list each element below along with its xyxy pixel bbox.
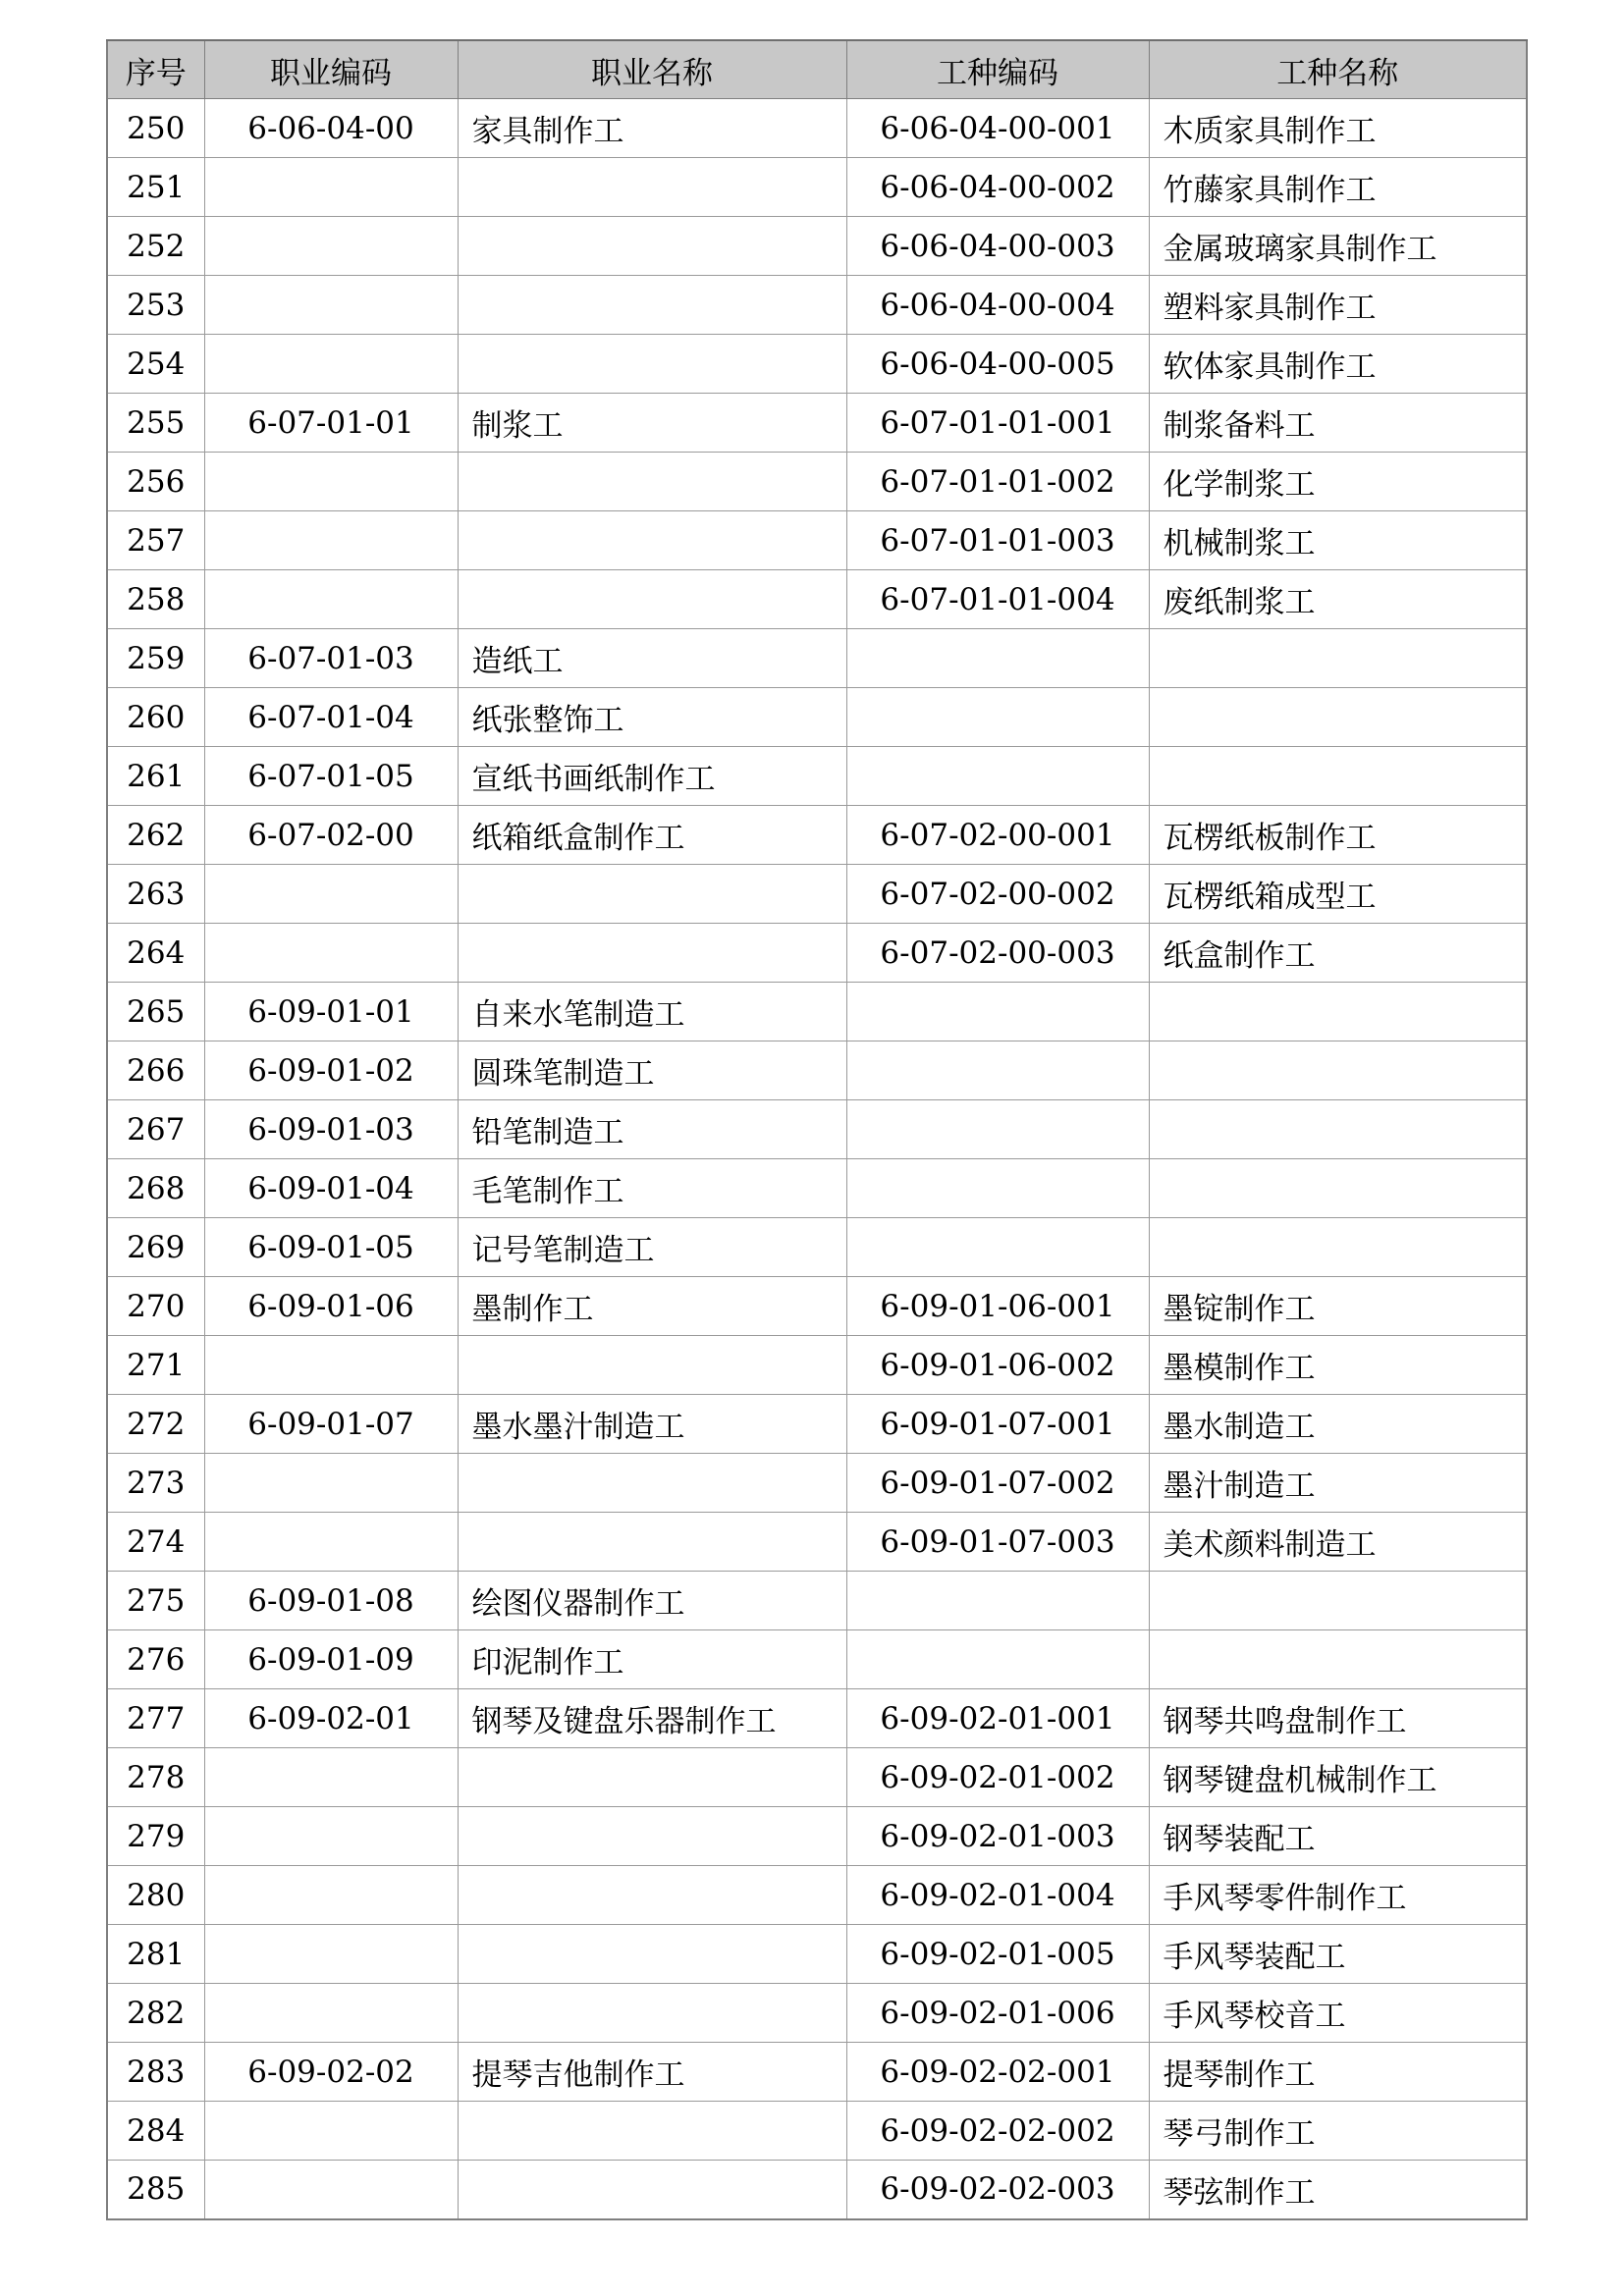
cell-worktype-code: 6-06-04-00-002: [846, 158, 1149, 217]
cell-occupation-name: [458, 217, 846, 276]
table-row: [107, 924, 1527, 983]
cell-worktype-code: 6-09-01-06-002: [846, 1336, 1149, 1395]
cell-seq: 282: [107, 1984, 204, 2043]
cell-worktype-name: 钢琴共鸣盘制作工: [1149, 1689, 1527, 1748]
cell-worktype-name: [1149, 1572, 1527, 1630]
table-row: [107, 1041, 1527, 1100]
cell-seq: 256: [107, 453, 204, 511]
cell-occupation-code: 6-07-01-05: [204, 747, 458, 806]
cell-worktype-code: 6-09-02-01-006: [846, 1984, 1149, 2043]
table-row: [107, 1218, 1527, 1277]
cell-occupation-code: 6-09-01-07: [204, 1395, 458, 1454]
cell-occupation-code: 6-07-02-00: [204, 806, 458, 865]
cell-worktype-code: 6-09-01-06-001: [846, 1277, 1149, 1336]
cell-worktype-name: [1149, 747, 1527, 806]
cell-seq: 257: [107, 511, 204, 570]
cell-worktype-code: 6-07-02-00-002: [846, 865, 1149, 924]
table-row: [107, 1748, 1527, 1807]
cell-occupation-code: 6-09-01-06: [204, 1277, 458, 1336]
cell-worktype-name: 软体家具制作工: [1149, 335, 1527, 394]
cell-occupation-code: 6-09-01-04: [204, 1159, 458, 1218]
table-header: [107, 40, 1527, 99]
cell-occupation-code: 6-07-01-01: [204, 394, 458, 453]
table-row: [107, 806, 1527, 865]
cell-worktype-name: 钢琴装配工: [1149, 1807, 1527, 1866]
table-row: [107, 158, 1527, 217]
cell-seq: 264: [107, 924, 204, 983]
cell-occupation-name: [458, 865, 846, 924]
cell-seq: 281: [107, 1925, 204, 1984]
cell-worktype-code: 6-07-02-00-001: [846, 806, 1149, 865]
cell-worktype-code: 6-09-02-01-005: [846, 1925, 1149, 1984]
cell-occupation-code: [204, 335, 458, 394]
cell-occupation-code: [204, 2102, 458, 2161]
cell-worktype-name: 手风琴零件制作工: [1149, 1866, 1527, 1925]
cell-seq: 285: [107, 2161, 204, 2219]
cell-worktype-name: 纸盒制作工: [1149, 924, 1527, 983]
cell-occupation-name: 记号笔制造工: [458, 1218, 846, 1277]
cell-occupation-code: [204, 511, 458, 570]
cell-worktype-code: 6-06-04-00-004: [846, 276, 1149, 335]
cell-worktype-code: 6-09-01-07-002: [846, 1454, 1149, 1513]
cell-occupation-name: [458, 570, 846, 629]
cell-seq: 258: [107, 570, 204, 629]
cell-occupation-code: 6-09-01-01: [204, 983, 458, 1041]
cell-occupation-code: 6-09-02-02: [204, 2043, 458, 2102]
cell-occupation-code: [204, 924, 458, 983]
cell-seq: 261: [107, 747, 204, 806]
table-row: [107, 1925, 1527, 1984]
cell-worktype-code: 6-07-01-01-003: [846, 511, 1149, 570]
cell-worktype-code: [846, 629, 1149, 688]
cell-seq: 250: [107, 99, 204, 158]
cell-worktype-name: 化学制浆工: [1149, 453, 1527, 511]
table-row: [107, 1100, 1527, 1159]
header-seq: 序号: [107, 40, 204, 99]
cell-worktype-code: 6-09-02-01-002: [846, 1748, 1149, 1807]
cell-occupation-name: [458, 276, 846, 335]
cell-worktype-code: [846, 1630, 1149, 1689]
header-worktype-name: 工种名称: [1149, 40, 1527, 99]
cell-worktype-code: 6-06-04-00-001: [846, 99, 1149, 158]
cell-occupation-name: [458, 1513, 846, 1572]
cell-seq: 269: [107, 1218, 204, 1277]
cell-worktype-code: [846, 1572, 1149, 1630]
header-row: [107, 40, 1527, 99]
table-row: [107, 688, 1527, 747]
cell-seq: 274: [107, 1513, 204, 1572]
cell-occupation-name: [458, 158, 846, 217]
cell-occupation-code: [204, 570, 458, 629]
cell-worktype-code: [846, 1100, 1149, 1159]
document-page: [106, 39, 1526, 2220]
cell-worktype-name: [1149, 1159, 1527, 1218]
table-row: [107, 865, 1527, 924]
cell-worktype-name: 金属玻璃家具制作工: [1149, 217, 1527, 276]
cell-worktype-name: 琴弦制作工: [1149, 2161, 1527, 2219]
cell-worktype-code: [846, 1041, 1149, 1100]
cell-occupation-name: [458, 1866, 846, 1925]
cell-worktype-code: [846, 688, 1149, 747]
cell-occupation-code: [204, 1454, 458, 1513]
cell-worktype-name: 墨汁制造工: [1149, 1454, 1527, 1513]
cell-occupation-name: [458, 2161, 846, 2219]
cell-seq: 275: [107, 1572, 204, 1630]
table-row: [107, 217, 1527, 276]
cell-seq: 263: [107, 865, 204, 924]
cell-worktype-name: 琴弓制作工: [1149, 2102, 1527, 2161]
table-row: [107, 1513, 1527, 1572]
cell-occupation-code: 6-07-01-04: [204, 688, 458, 747]
cell-seq: 265: [107, 983, 204, 1041]
cell-worktype-name: 墨水制造工: [1149, 1395, 1527, 1454]
cell-seq: 280: [107, 1866, 204, 1925]
cell-worktype-code: [846, 983, 1149, 1041]
cell-worktype-name: 瓦楞纸箱成型工: [1149, 865, 1527, 924]
cell-occupation-name: [458, 1336, 846, 1395]
cell-worktype-code: 6-06-04-00-005: [846, 335, 1149, 394]
cell-worktype-code: 6-07-01-01-002: [846, 453, 1149, 511]
cell-occupation-name: 绘图仪器制作工: [458, 1572, 846, 1630]
cell-worktype-code: [846, 1218, 1149, 1277]
cell-occupation-code: [204, 217, 458, 276]
cell-occupation-code: [204, 865, 458, 924]
cell-seq: 277: [107, 1689, 204, 1748]
cell-worktype-name: 钢琴键盘机械制作工: [1149, 1748, 1527, 1807]
cell-occupation-name: 自来水笔制造工: [458, 983, 846, 1041]
cell-worktype-name: 墨锭制作工: [1149, 1277, 1527, 1336]
cell-occupation-name: [458, 1984, 846, 2043]
table-row: [107, 983, 1527, 1041]
cell-occupation-name: [458, 1748, 846, 1807]
cell-occupation-code: 6-09-01-09: [204, 1630, 458, 1689]
cell-worktype-name: 塑料家具制作工: [1149, 276, 1527, 335]
cell-seq: 254: [107, 335, 204, 394]
cell-worktype-name: 手风琴校音工: [1149, 1984, 1527, 2043]
cell-seq: 270: [107, 1277, 204, 1336]
cell-occupation-code: [204, 158, 458, 217]
table-row: [107, 1689, 1527, 1748]
cell-occupation-name: 钢琴及键盘乐器制作工: [458, 1689, 846, 1748]
cell-worktype-code: 6-09-01-07-001: [846, 1395, 1149, 1454]
cell-occupation-name: 制浆工: [458, 394, 846, 453]
cell-occupation-code: [204, 276, 458, 335]
cell-occupation-code: 6-09-01-08: [204, 1572, 458, 1630]
table-row: [107, 1807, 1527, 1866]
cell-worktype-name: 废纸制浆工: [1149, 570, 1527, 629]
table-row: [107, 1572, 1527, 1630]
cell-seq: 259: [107, 629, 204, 688]
cell-worktype-name: 提琴制作工: [1149, 2043, 1527, 2102]
cell-occupation-code: [204, 1984, 458, 2043]
cell-occupation-name: [458, 1454, 846, 1513]
cell-occupation-name: 墨制作工: [458, 1277, 846, 1336]
cell-seq: 268: [107, 1159, 204, 1218]
cell-occupation-name: [458, 1925, 846, 1984]
cell-worktype-code: 6-06-04-00-003: [846, 217, 1149, 276]
cell-occupation-name: 毛笔制作工: [458, 1159, 846, 1218]
cell-worktype-name: [1149, 688, 1527, 747]
cell-occupation-code: 6-09-01-05: [204, 1218, 458, 1277]
table-row: [107, 1630, 1527, 1689]
cell-occupation-code: [204, 453, 458, 511]
cell-occupation-name: 家具制作工: [458, 99, 846, 158]
cell-occupation-name: 铅笔制造工: [458, 1100, 846, 1159]
cell-worktype-name: 墨模制作工: [1149, 1336, 1527, 1395]
table-row: [107, 1159, 1527, 1218]
cell-worktype-name: 木质家具制作工: [1149, 99, 1527, 158]
cell-occupation-code: [204, 1513, 458, 1572]
cell-occupation-name: [458, 1807, 846, 1866]
cell-occupation-name: 印泥制作工: [458, 1630, 846, 1689]
cell-seq: 284: [107, 2102, 204, 2161]
cell-occupation-code: [204, 2161, 458, 2219]
cell-occupation-code: 6-09-01-03: [204, 1100, 458, 1159]
cell-worktype-name: 竹藤家具制作工: [1149, 158, 1527, 217]
cell-seq: 272: [107, 1395, 204, 1454]
cell-seq: 278: [107, 1748, 204, 1807]
table-body: [107, 99, 1527, 2219]
table-row: [107, 1866, 1527, 1925]
cell-occupation-code: 6-09-01-02: [204, 1041, 458, 1100]
cell-occupation-code: [204, 1866, 458, 1925]
cell-worktype-name: [1149, 1630, 1527, 1689]
table-row: [107, 1395, 1527, 1454]
cell-occupation-code: [204, 1807, 458, 1866]
cell-occupation-code: [204, 1925, 458, 1984]
cell-seq: 283: [107, 2043, 204, 2102]
cell-occupation-code: [204, 1336, 458, 1395]
table-row: [107, 1454, 1527, 1513]
cell-worktype-code: [846, 747, 1149, 806]
table-row: [107, 453, 1527, 511]
cell-occupation-name: [458, 335, 846, 394]
cell-worktype-name: [1149, 1218, 1527, 1277]
table-row: [107, 629, 1527, 688]
cell-occupation-name: 圆珠笔制造工: [458, 1041, 846, 1100]
cell-worktype-code: 6-09-02-02-002: [846, 2102, 1149, 2161]
cell-occupation-name: [458, 924, 846, 983]
occupation-table: [106, 39, 1528, 2220]
cell-occupation-name: 提琴吉他制作工: [458, 2043, 846, 2102]
cell-worktype-code: [846, 1159, 1149, 1218]
cell-worktype-code: 6-09-02-01-003: [846, 1807, 1149, 1866]
cell-worktype-code: 6-09-02-02-001: [846, 2043, 1149, 2102]
table-row: [107, 2102, 1527, 2161]
cell-worktype-code: 6-09-01-07-003: [846, 1513, 1149, 1572]
cell-worktype-name: [1149, 629, 1527, 688]
table-row: [107, 1277, 1527, 1336]
cell-seq: 252: [107, 217, 204, 276]
cell-seq: 271: [107, 1336, 204, 1395]
cell-worktype-name: 制浆备料工: [1149, 394, 1527, 453]
table-row: [107, 276, 1527, 335]
table-row: [107, 2161, 1527, 2219]
table-row: [107, 747, 1527, 806]
cell-worktype-code: 6-07-01-01-004: [846, 570, 1149, 629]
cell-worktype-code: 6-09-02-01-001: [846, 1689, 1149, 1748]
table-row: [107, 2043, 1527, 2102]
header-occupation-name: 职业名称: [458, 40, 846, 99]
cell-seq: 253: [107, 276, 204, 335]
cell-occupation-name: 纸箱纸盒制作工: [458, 806, 846, 865]
cell-seq: 266: [107, 1041, 204, 1100]
cell-occupation-name: [458, 2102, 846, 2161]
cell-occupation-code: 6-06-04-00: [204, 99, 458, 158]
cell-occupation-code: [204, 1748, 458, 1807]
table-row: [107, 335, 1527, 394]
cell-worktype-name: [1149, 1100, 1527, 1159]
cell-occupation-code: 6-07-01-03: [204, 629, 458, 688]
cell-occupation-name: 造纸工: [458, 629, 846, 688]
cell-occupation-name: [458, 511, 846, 570]
cell-seq: 260: [107, 688, 204, 747]
cell-worktype-name: 机械制浆工: [1149, 511, 1527, 570]
cell-seq: 267: [107, 1100, 204, 1159]
table-row: [107, 570, 1527, 629]
header-worktype-code: 工种编码: [846, 40, 1149, 99]
cell-seq: 276: [107, 1630, 204, 1689]
cell-worktype-name: [1149, 1041, 1527, 1100]
cell-occupation-name: 纸张整饰工: [458, 688, 846, 747]
cell-occupation-name: [458, 453, 846, 511]
cell-seq: 273: [107, 1454, 204, 1513]
table-row: [107, 1984, 1527, 2043]
cell-occupation-name: 宣纸书画纸制作工: [458, 747, 846, 806]
cell-worktype-name: [1149, 983, 1527, 1041]
header-occupation-code: 职业编码: [204, 40, 458, 99]
cell-worktype-code: 6-07-01-01-001: [846, 394, 1149, 453]
cell-seq: 255: [107, 394, 204, 453]
cell-seq: 251: [107, 158, 204, 217]
cell-worktype-name: 手风琴装配工: [1149, 1925, 1527, 1984]
cell-occupation-code: 6-09-02-01: [204, 1689, 458, 1748]
cell-occupation-name: 墨水墨汁制造工: [458, 1395, 846, 1454]
table-row: [107, 394, 1527, 453]
cell-seq: 262: [107, 806, 204, 865]
table-row: [107, 511, 1527, 570]
cell-worktype-code: 6-07-02-00-003: [846, 924, 1149, 983]
table-row: [107, 1336, 1527, 1395]
cell-worktype-name: 美术颜料制造工: [1149, 1513, 1527, 1572]
cell-seq: 279: [107, 1807, 204, 1866]
table-row: [107, 99, 1527, 158]
cell-worktype-code: 6-09-02-01-004: [846, 1866, 1149, 1925]
cell-worktype-code: 6-09-02-02-003: [846, 2161, 1149, 2219]
cell-worktype-name: 瓦楞纸板制作工: [1149, 806, 1527, 865]
